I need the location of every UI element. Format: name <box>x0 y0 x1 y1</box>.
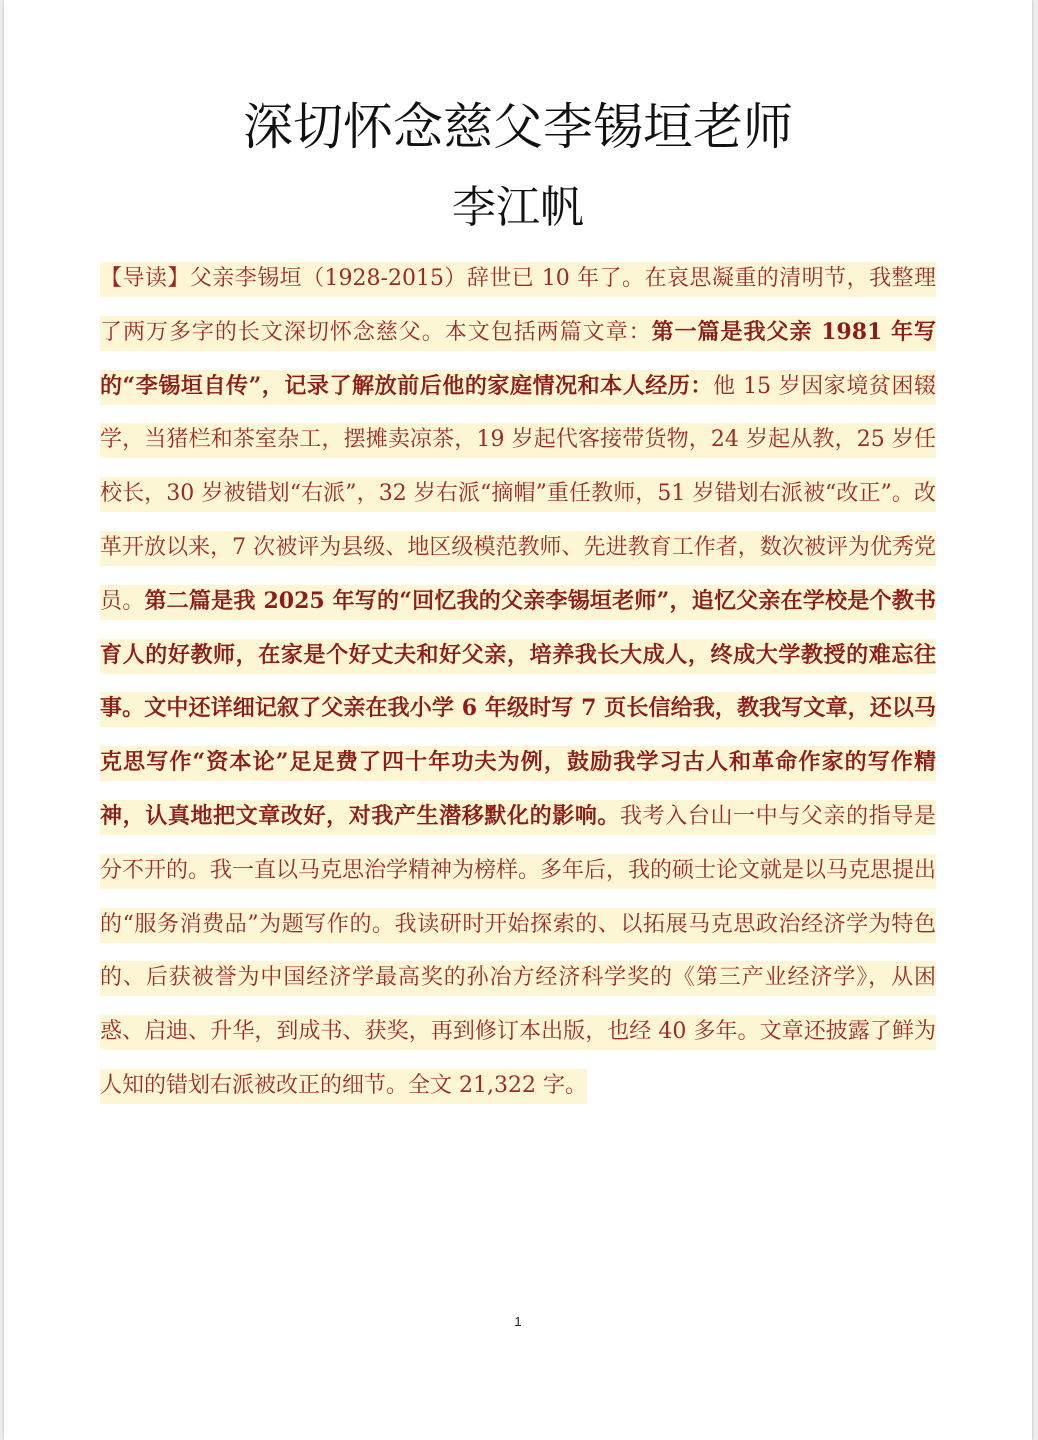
intro-segment-3: 他 15 岁因家境贫困辍学，当猪栏和茶室杂工，摆摊卖凉茶，19 岁起代客接带货物，24 岁起从教，25 岁任校长，30 岁被错划“右派”，32 岁右派“摘帽”重任教师，51 岁错划右派被“改正”。改革开放以来，7 次被评为县级、地区级模范教师、先进教育工作者，数次被评为优秀党员。 <box>100 373 937 614</box>
intro-segment-5: 我考入台山一中与父亲的指导是分不开的。我一直以马克思治学精神为榜样。多年后，我的硕士论文就是以马克思提出的“服务消费品”为题写作的。我读研时开始探索的、以拓展马克思政治经济学为特色的、后获被誉为中国经济学最高奖的孙冶方经济科学奖的《第三产业经济学》，从困惑、启迪、升华，到成书、获奖，再到修订本出版，也经 40 多年。文章还披露了鲜为人知的错划右派被改正的细节。全文 21,322 字。 <box>100 803 937 1098</box>
intro-segment-4-bold: 第二篇是我 2025 年写的“回忆我的父亲李锡垣老师”，追忆父亲在学校是个教书育人的好教师，在家是个好丈夫和好父亲，培养我长大成人，终成大学教授的难忘往事。文中还详细记叙了父亲在我小学 6 年级时写 7 页长信给我，教我写文章，还以马克思写作“资本论”足足费了四十年功夫为例，鼓励我学习古人和革命作家的写作精神，认真地把文章改好，对我产生潜移默化的影响。 <box>100 587 936 829</box>
intro-segment-2-bold: 第一篇是我父亲 1981 年写的“李锡垣自传”，记录了解放前后他的家庭情况和本人经历： <box>100 318 936 399</box>
intro-highlight <box>100 262 936 1104</box>
author-name: 李江帆 <box>452 182 584 233</box>
document-title: 深切怀念慈父李锡垣老师 <box>243 98 793 156</box>
page-number: 1 <box>514 1314 522 1329</box>
intro-paragraph <box>100 252 936 1113</box>
document-page <box>4 0 1032 1440</box>
intro-segment-1: 【导读】父亲李锡垣（1928-2015）辞世已 10 年了。在哀思凝重的清明节，我整理了两万多字的长文深切怀念慈父。本文包括两篇文章： <box>100 266 936 345</box>
